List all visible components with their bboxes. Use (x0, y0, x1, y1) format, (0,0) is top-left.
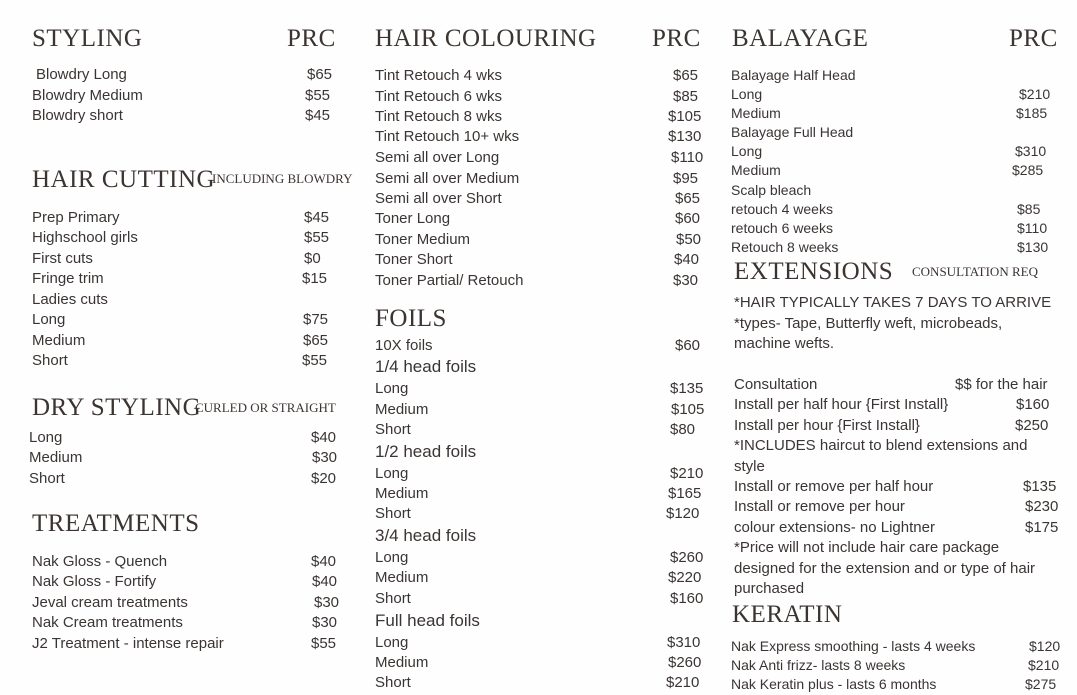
price-label: Install per half hour {First Install} (734, 396, 949, 413)
price-label: Short (375, 421, 411, 438)
price-label: Medium (32, 332, 86, 349)
price-label: Retouch 8 weeks (731, 239, 839, 255)
price-value: $310 (667, 634, 701, 651)
price-label: Install or remove per hour (734, 498, 905, 515)
includes-note: *INCLUDES haircut to blend extensions and (734, 437, 1028, 454)
price-value: $75 (303, 311, 329, 328)
price-label: Medium (731, 162, 781, 178)
price-value: $30 (312, 614, 338, 631)
price-label: Tint Retouch 4 wks (375, 67, 502, 84)
price-label: Jeval cream treatments (32, 594, 188, 611)
price-label: Medium (375, 401, 429, 418)
price-value: $40 (311, 553, 337, 570)
dry-styling-note: CURLED OR STRAIGHT (195, 400, 336, 415)
price-value: $260 (670, 549, 704, 566)
price-value: $260 (668, 654, 702, 671)
price-value: $45 (304, 209, 330, 226)
price-value: $120 (1029, 638, 1061, 654)
price-value: $65 (675, 190, 701, 207)
price-label: Prep Primary (32, 209, 120, 226)
price-label: Toner Partial/ Retouch (375, 272, 524, 289)
price-label: Nak Cream treatments (32, 614, 183, 631)
foils-subheading: 3/4 head foils (375, 526, 477, 545)
price-value: $210 (1028, 657, 1060, 673)
price-label: Long (375, 549, 409, 566)
price-value: $185 (1016, 105, 1048, 121)
treatments-heading: TREATMENTS (32, 510, 200, 537)
price-label: Fringe trim (32, 270, 104, 287)
price-label: Long (375, 380, 409, 397)
price-value: $65 (673, 67, 699, 84)
price-value: $55 (304, 229, 330, 246)
price-label: Medium (731, 105, 781, 121)
keratin-heading: KERATIN (732, 601, 843, 628)
price-label: Medium (375, 569, 429, 586)
price-value: $105 (668, 108, 702, 125)
price-value: $250 (1015, 417, 1049, 434)
price-label: Blowdry Medium (32, 87, 143, 104)
price-value: $60 (675, 337, 701, 354)
price-label: Short (375, 505, 411, 522)
price-label: Blowdry Long (36, 66, 127, 83)
price-value: $45 (305, 107, 331, 124)
price-value: $85 (1017, 201, 1041, 217)
price-label: Short (375, 590, 411, 607)
extensions-info-line: *HAIR TYPICALLY TAKES 7 DAYS TO ARRIVE (734, 294, 1052, 311)
price-label: Tint Retouch 6 wks (375, 88, 502, 105)
price-value: $20 (311, 470, 337, 487)
price-label: retouch 6 weeks (731, 220, 833, 236)
price-value: $285 (1012, 162, 1044, 178)
hair-colouring-heading: HAIR COLOURING (375, 25, 597, 52)
price-label: Semi all over Short (375, 190, 502, 207)
hair-cutting-note: INCLUDING BLOWDRY (212, 171, 353, 186)
price-value: $85 (673, 88, 699, 105)
price-label: Medium (375, 654, 429, 671)
price-value: $210 (670, 465, 704, 482)
extensions-info-line: *types- Tape, Butterfly weft, microbeads, (734, 315, 1003, 332)
extensions-info-line: machine wefts. (734, 335, 835, 352)
price-value: $30 (673, 272, 699, 289)
price-label: Balayage Half Head (731, 67, 856, 83)
price-value: $60 (675, 210, 701, 227)
price-label: Tint Retouch 10+ wks (375, 128, 520, 145)
price-label: Ladies cuts (32, 291, 108, 308)
extensions-heading: EXTENSIONS (734, 258, 894, 285)
styling-prc-heading: PRC (287, 25, 336, 52)
price-note: *Price will not include hair care package (734, 539, 1000, 556)
price-label: J2 Treatment - intense repair (32, 635, 224, 652)
price-label: Install per hour {First Install} (734, 417, 920, 434)
price-label: Nak Gloss - Fortify (32, 573, 157, 590)
price-value: $55 (311, 635, 337, 652)
colouring-prc-heading: PRC (652, 25, 701, 52)
price-value: $160 (1016, 396, 1050, 413)
price-value: $160 (670, 590, 704, 607)
price-label: Nak Keratin plus - lasts 6 months (731, 676, 937, 692)
price-value: $110 (1017, 220, 1048, 236)
price-value: $55 (302, 352, 328, 369)
price-label: Long (375, 634, 409, 651)
price-value: $220 (668, 569, 702, 586)
price-value: $40 (311, 429, 337, 446)
price-label: Install or remove per half hour (734, 478, 934, 495)
price-value: $105 (671, 401, 705, 418)
foils-heading: FOILS (375, 305, 447, 332)
foils-subheading: 1/2 head foils (375, 442, 477, 461)
price-label: Long (731, 86, 763, 102)
price-value: $230 (1025, 498, 1059, 515)
price-label: Long (375, 465, 409, 482)
price-value: $95 (673, 170, 699, 187)
price-value: $210 (666, 674, 700, 691)
price-value: $40 (312, 573, 338, 590)
price-label: Medium (29, 449, 83, 466)
includes-note: style (734, 458, 765, 475)
price-value: $110 (671, 149, 704, 166)
foils-subheading: Full head foils (375, 611, 480, 630)
price-note: purchased (734, 580, 805, 597)
price-note: designed for the extension and or type of hair (734, 560, 1036, 577)
price-value: $130 (1017, 239, 1049, 255)
price-label: Nak Anti frizz- lasts 8 weeks (731, 657, 906, 673)
price-label: Balayage Full Head (731, 124, 854, 140)
price-value: $165 (668, 485, 702, 502)
styling-heading: STYLING (32, 25, 143, 52)
price-value: $175 (1025, 519, 1059, 536)
price-label: Toner Long (375, 210, 451, 227)
price-label: Semi all over Long (375, 149, 500, 166)
balayage-prc-heading: PRC (1009, 25, 1058, 52)
price-value: $30 (314, 594, 340, 611)
price-label: 10X foils (375, 337, 433, 354)
price-value: $$ for the hair (955, 376, 1048, 393)
price-label: Long (32, 311, 66, 328)
price-label: Medium (375, 485, 429, 502)
price-label: Short (29, 470, 65, 487)
price-label: Long (731, 143, 763, 159)
price-label: Tint Retouch 8 wks (375, 108, 502, 125)
price-value: $135 (670, 380, 704, 397)
price-label: Blowdry short (32, 107, 123, 124)
price-label: Long (29, 429, 63, 446)
price-value: $310 (1015, 143, 1047, 159)
price-label: Nak Express smoothing - lasts 4 weeks (731, 638, 976, 654)
price-label: Toner Medium (375, 231, 471, 248)
price-value: $55 (305, 87, 331, 104)
foils-subheading: 1/4 head foils (375, 357, 477, 376)
price-value: $50 (676, 231, 702, 248)
price-value: $40 (674, 251, 700, 268)
price-label: Scalp bleach (731, 182, 812, 198)
balayage-heading: BALAYAGE (732, 25, 869, 52)
dry-styling-heading: DRY STYLING (32, 394, 202, 421)
price-value: $65 (307, 66, 333, 83)
hair-cutting-heading: HAIR CUTTING (32, 166, 216, 193)
price-label: retouch 4 weeks (731, 201, 833, 217)
price-value: $80 (670, 421, 696, 438)
price-label: Short (375, 674, 411, 691)
price-label: Highschool girls (32, 229, 138, 246)
price-label: Semi all over Medium (375, 170, 520, 187)
price-value: $30 (312, 449, 338, 466)
price-value: $120 (666, 505, 700, 522)
price-label: Toner Short (375, 251, 453, 268)
price-value: $65 (303, 332, 329, 349)
price-label: Consultation (734, 376, 818, 393)
price-value: $130 (668, 128, 702, 145)
price-label: Nak Gloss - Quench (32, 553, 168, 570)
price-label: colour extensions- no Lightner (734, 519, 935, 536)
price-value: $210 (1019, 86, 1051, 102)
price-value: $15 (302, 270, 328, 287)
price-value: $0 (304, 250, 321, 267)
price-label: Short (32, 352, 68, 369)
price-value: $275 (1025, 676, 1057, 692)
extensions-note: CONSULTATION REQ (912, 264, 1038, 279)
price-label: First cuts (32, 250, 93, 267)
price-value: $135 (1023, 478, 1057, 495)
